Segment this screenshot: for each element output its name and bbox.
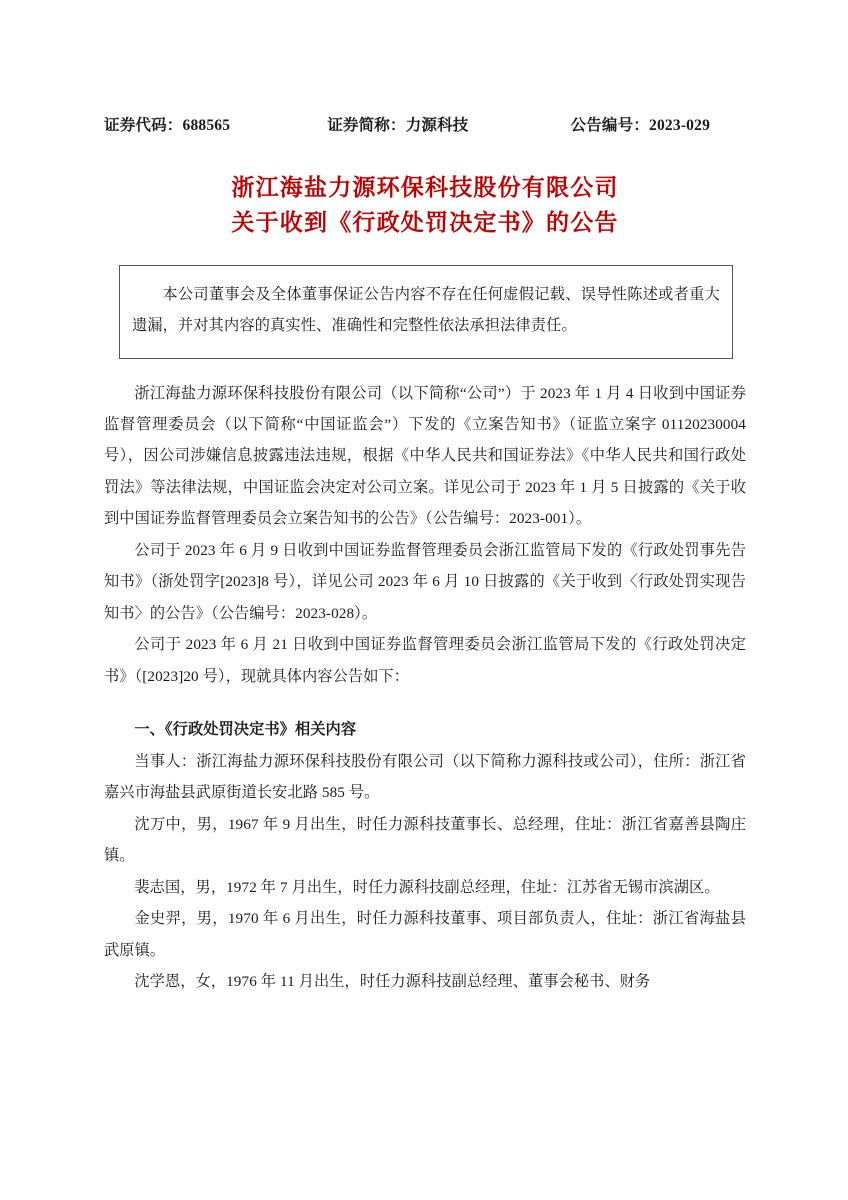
body-paragraph-1: 浙江海盐力源环保科技股份有限公司（以下简称“公司”）于 2023 年 1 月 4 日收到中国证券监督管理委员会（以下简称“中国证监会”）下发的《立案告知书》（证监立案字 01120230004 号），因公司涉嫌信息披露违法违规，根据《中华人民共和国证券法》《中华人民共和国行政处罚法》等法律法规，中国证监会决定对公司立案。详见公司于 2023 年 1 月 5 日披露的《关于收到中国证券监督管理委员会立案告知书的公告》（公告编号：2023-001）。: [104, 384, 746, 528]
title-line-subject: 关于收到《行政处罚决定书》的公告: [231, 209, 619, 235]
body-paragraph-3: 公司于 2023 年 6 月 21 日收到中国证券监督管理委员会浙江监管局下发的《行政处罚决定书》（[2023]20 号），现就具体内容公告如下：: [104, 636, 746, 685]
person-entry-3: 金史羿，男，1970 年 6 月出生，时任力源科技董事、项目部负责人，住址：浙江省海盐县武原镇。: [104, 910, 746, 959]
disclaimer-box: [119, 265, 733, 359]
page-title: [104, 171, 746, 241]
party-information: 当事人：浙江海盐力源环保科技股份有限公司（以下简称力源科技或公司），住所：浙江省嘉兴市海盐县武原街道长安北路 585 号。: [104, 752, 746, 802]
security-abbreviation: 证券简称：力源科技: [327, 117, 469, 134]
disclaimer-text: 本公司董事会及全体董事保证公告内容不存在任何虚假记载、误导性陈述或者重大遗漏，并对其内容的真实性、准确性和完整性依法承担法律责任。: [132, 285, 720, 335]
document-header: [104, 113, 746, 135]
announcement-number: 公告编号：2023-029: [570, 117, 711, 134]
section-heading-1: 一、《行政处罚决定书》相关内容: [134, 721, 357, 739]
body-paragraph-2: 公司于 2023 年 6 月 9 日收到中国证券监督管理委员会浙江监管局下发的《行政处罚事先告知书》（浙处罚字[2023]8 号），详见公司 2023 年 6 月 10 日披露的《关于收到〈行政处罚实现告知书〉的公告》（公告编号：2023-028）。: [104, 541, 746, 622]
title-line-company: 浙江海盐力源环保科技股份有限公司: [231, 175, 619, 200]
person-entry-1: 沈万中，男，1967 年 9 月出生，时任力源科技董事长、总经理，住址：浙江省嘉善县陶庄镇。: [104, 815, 746, 865]
person-entry-2: 裴志国，男，1972 年 7 月出生，时任力源科技副总经理，住址：江苏省无锡市滨湖区。: [134, 878, 720, 896]
page-content: [104, 0, 746, 997]
security-code: 证券代码：688565: [104, 117, 231, 134]
person-entry-4: 沈学恩，女，1976 年 11 月出生，时任力源科技副总经理、董事会秘书、财务: [134, 972, 651, 990]
